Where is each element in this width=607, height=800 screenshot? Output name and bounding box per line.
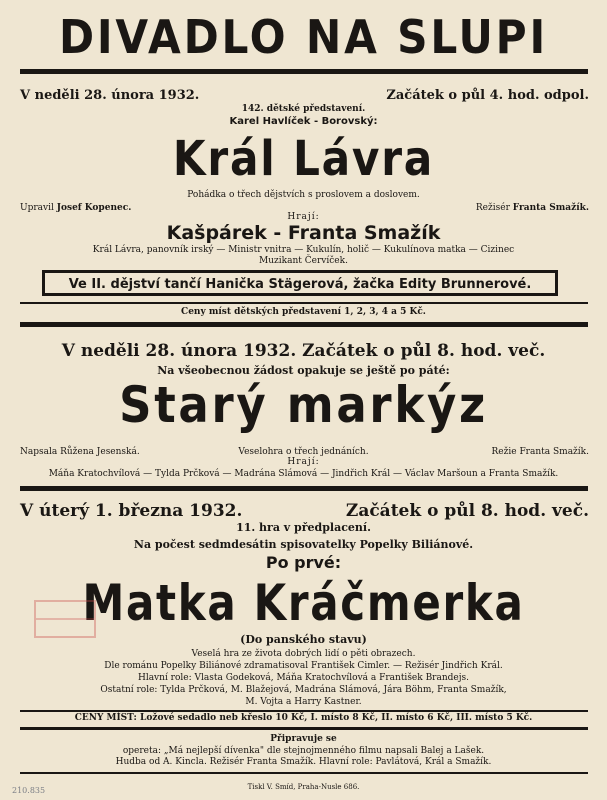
- adapter-name: Josef Kopenec.: [56, 203, 132, 213]
- show3-date: V úterý 1. března 1932.: [20, 501, 243, 521]
- show1-start: Začátek o půl 4. hod. odpol.: [386, 88, 589, 103]
- show3-other-roles-2: M. Vojta a Harry Kastner.: [245, 697, 362, 707]
- show3-number: 11. hra v předplacení.: [236, 521, 371, 534]
- divider: [20, 772, 588, 774]
- show1-cast-label: Hrají:: [287, 212, 320, 222]
- show3-title: Matka Kráčmerka: [82, 574, 525, 632]
- show2-cast: Máňa Kratochvílová — Tylda Prčková — Madrána Slámová — Jindřich Král — Václav Maršoun a Franta Smažík.: [48, 469, 559, 479]
- divider: [20, 727, 588, 730]
- show3-start: Začátek o půl 8. hod. več.: [345, 501, 589, 521]
- show2-director: Režie Franta Smažík.: [491, 447, 589, 457]
- show1-author: Karel Havlíček - Borovský:: [229, 116, 378, 127]
- dance-box-text: Ve II. dějství tančí Hanička Stägerová, žačka Edity Brunnerové.: [68, 277, 532, 292]
- show3-first: Po prvé:: [265, 553, 342, 572]
- show2-title: Starý markýz: [119, 376, 488, 434]
- show3-genre: Veselá hra ze života dobrých lidí o pěti obrazech.: [191, 649, 416, 659]
- show1-subtitle: Pohádka o třech dějstvích s proslovem a doslovem.: [187, 190, 420, 200]
- upcoming-line2: Hudba od A. Kincla. Režisér Franta Smažík. Hlavní role: Pavlátová, Král a Smažík.: [115, 757, 492, 767]
- show1-roles-line2: Muzikant Červíček.: [259, 256, 348, 266]
- show2-genre: Veselohra o třech jednáních.: [238, 447, 369, 457]
- dance-box: [42, 270, 558, 296]
- show1-roles-line1: Král Lávra, panovník irský — Ministr vnitra — Kukulín, holič — Kukulínova matka — Cizinec: [92, 245, 515, 255]
- show1-title: Král Lávra: [172, 131, 435, 187]
- divider: [20, 322, 588, 327]
- divider: [20, 69, 588, 74]
- upcoming-label: Připravuje se: [270, 734, 337, 744]
- show1-date: V neděli 28. února 1932.: [20, 88, 200, 103]
- ticket-prices: CENY MÍST: Ložové sedadlo neb křeslo 10 Kč, I. místo 8 Kč, II. místo 6 Kč, III. místo 5 Kč.: [74, 713, 533, 723]
- upcoming-line1: opereta: „Má nejlepší dívenka" dle stejnojmenného filmu napsali Balej a Lašek.: [122, 746, 485, 756]
- divider: [20, 486, 588, 491]
- director-label: Režisér: [475, 203, 510, 213]
- show1-prices: Ceny míst dětských představení 1, 2, 3, 4 a 5 Kč.: [181, 307, 426, 317]
- printer-imprint: Tiskl V. Smíd, Praha-Nusle 686.: [247, 783, 360, 791]
- adapter-label: Upravil: [20, 203, 54, 213]
- divider: [20, 302, 588, 304]
- show1-lead: Kašpárek - Franta Smažík: [166, 222, 441, 244]
- show3-other-roles-1: Ostatní role: Tylda Prčková, M. Blažejová, Madrána Slámová, Jára Böhm, Franta Smažík,: [100, 685, 507, 695]
- library-stamp-band: [36, 618, 94, 620]
- director-name: Franta Smažík.: [512, 203, 589, 213]
- archive-number: 210.835: [12, 786, 46, 795]
- show3-honor: Na počest sedmdesátin spisovatelky Popelky Biliánové.: [133, 538, 474, 551]
- show2-date-start: V neděli 28. února 1932. Začátek o půl 8. hod. več.: [61, 341, 546, 361]
- divider: [20, 710, 588, 712]
- show3-subtitle: (Do panského stavu): [240, 633, 367, 646]
- poster-heading: DIVADLO NA SLUPI: [59, 10, 548, 64]
- show2-author: Napsala Růžena Jesenská.: [20, 447, 140, 457]
- show1-number: 142. dětské představení.: [241, 104, 366, 114]
- show2-note: Na všeobecnou žádost opakuje se ještě po páté:: [157, 364, 450, 377]
- show2-cast-label: Hrají:: [287, 457, 320, 467]
- show3-adaptation: Dle románu Popelky Biliánové zdramatisoval František Cimler. — Režisér Jindřich Král.: [104, 661, 503, 671]
- show3-main-roles: Hlavní role: Vlasta Godeková, Máňa Kratochvílová a František Brandejs.: [137, 673, 470, 683]
